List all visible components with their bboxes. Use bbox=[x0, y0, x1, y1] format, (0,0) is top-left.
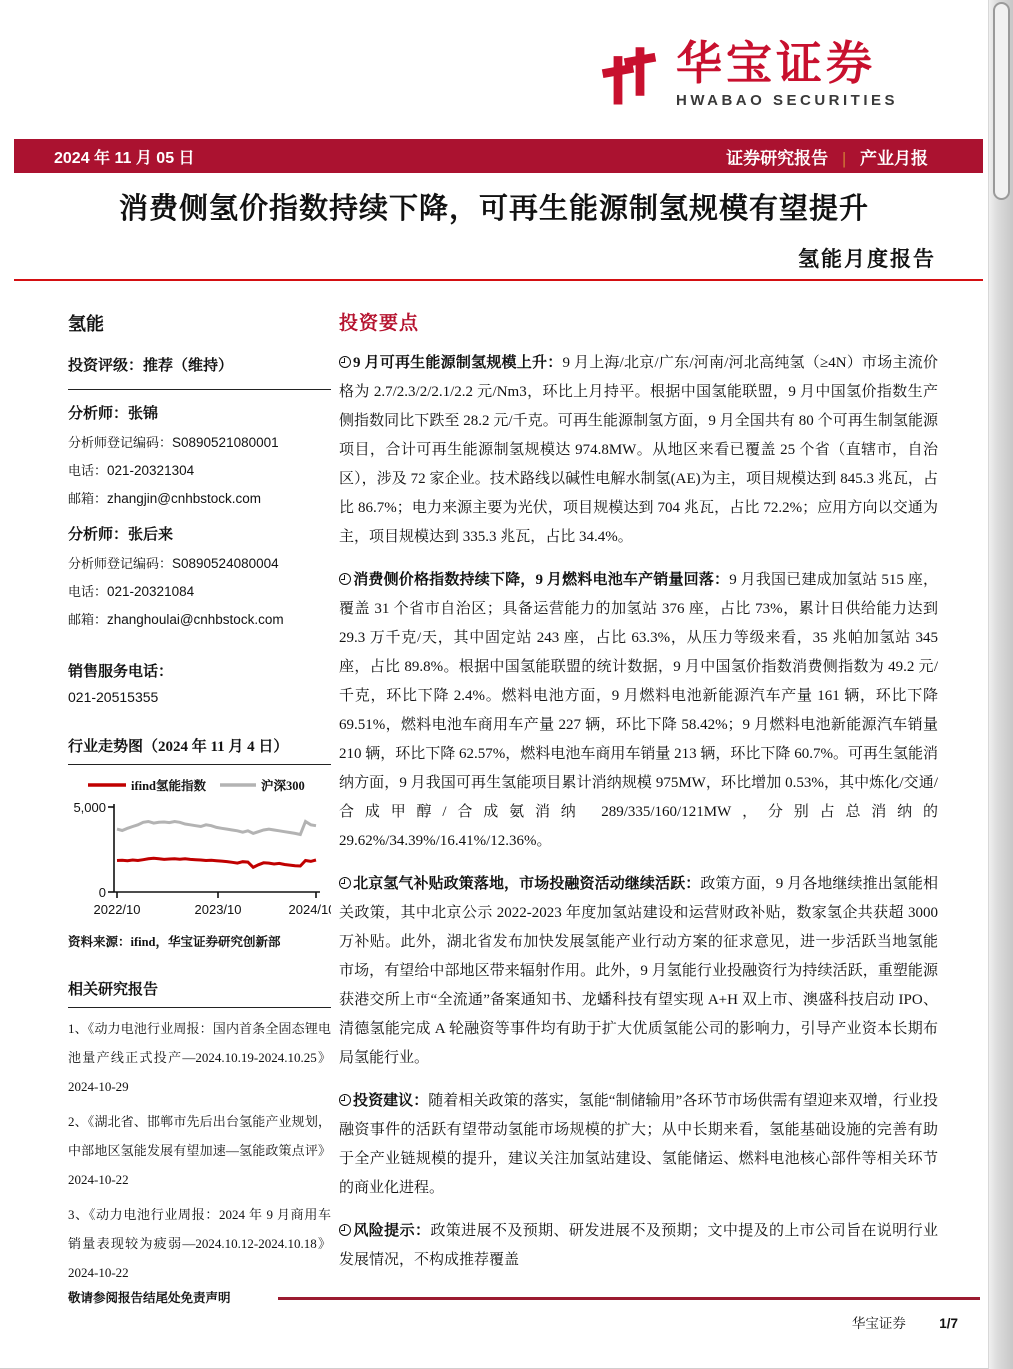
scrollbar-track[interactable] bbox=[989, 0, 1013, 1369]
related-report-item: 3、《动力电池行业周报：2024 年 9 月商用车销量表现较为疲弱—2024.10.12-2024.10.18》2024-10-22 bbox=[68, 1207, 331, 1280]
footer-brand-row bbox=[852, 1312, 958, 1332]
sales-phone-label: 销售服务电话： bbox=[68, 664, 174, 680]
clock-icon bbox=[339, 877, 351, 889]
series-ifind氢能指数 bbox=[117, 858, 316, 867]
industry-trend-chart bbox=[68, 771, 331, 923]
paragraph-consumer-price-index: 消费侧价格指数持续下降，9 月燃料电池车产销量回落：9 月我国已建成加氢站 515 座，覆盖 31 个省市自治区；具备运营能力的加氢站 376 座，占比 73%，累计日供给能力达到 29.3 万千克/天，其中固定站 243 座，占比 63.3%，从压力等级来看，35 兆帕加氢站 345 座，占比 89.8%。根据中国氢能联盟的统计数据，9 月中国氢价指数消费侧指数为 49.2 元/千克，环比下降 2.4%。燃料电池方面，9 月燃料电池新能源汽车产量 161 辆，环比下降 69.51%，燃料电池车商用车产量 227 辆，环比下降 58.42%；9 月燃料电池新能源汽车销量 210 辆，环比下降 62.57%，燃料电池车商用车销量 213 辆，环比下降 60.7%。可再生氢能消纳方面，9 月我国可再生氢能项目累计消纳规模 975MW，环比增加 0.53%，其中炼化/交通/合成甲醇/合成氨消纳 289/335/160/121MW，分别占总消纳的 29.62%/34.39%/16.41%/12.36%。 bbox=[339, 572, 938, 849]
category-left: 证券研究报告 bbox=[726, 148, 829, 168]
page-title: 消费侧氢价指数持续下降，可再生能源制氢规模有望提升 bbox=[118, 193, 869, 225]
company-logo bbox=[596, 40, 898, 114]
related-reports-title: 相关研究报告 bbox=[68, 978, 331, 1008]
clock-icon bbox=[339, 1224, 351, 1236]
footer-page-number: 1/7 bbox=[939, 1316, 958, 1331]
footer-divider bbox=[278, 1297, 980, 1300]
main-content bbox=[339, 302, 938, 1289]
paragraph-renewable-hydrogen: 9 月可再生能源制氢规模上升：9 月上海/北京/广东/河南/河北高纯氢（≥4N）市场主流价格为 2.7/2.3/2/2.1/2.2 元/Nm3，环比上月持平。根据中国氢能联盟，9 月中国氢价指数生产侧指数同比下跌至 28.2 元/千克。可再生能源制氢方面，9 月全国共有 80 个可再生制氢能源项目，合计可再生能源制氢规模达 974.8MW。从地区来看已覆盖 25 个省（直辖市，自治区），涉及 72 家企业。技术路线以碱性电解水制氢(AE)为主，项目规模达到 845.3 兆瓦，占比 86.7%；电力来源主要为光伏，项目规模达到 704 兆瓦，占比 72.2%；应用方向以交通为主，项目规模达到 335.3 兆瓦，占比 34.4%。 bbox=[339, 355, 938, 545]
analyst-phone: 电话：021-20321304 bbox=[68, 463, 195, 478]
analyst-block bbox=[68, 402, 331, 513]
report-category bbox=[726, 144, 928, 169]
report-banner bbox=[14, 139, 983, 173]
xtick-2024-10: 2024/10 bbox=[288, 902, 331, 917]
footer-brand: 华宝证券 bbox=[851, 1316, 906, 1331]
ytick-0: 0 bbox=[98, 885, 106, 900]
logo-cn-text: 华宝证券 bbox=[675, 38, 876, 89]
clock-icon bbox=[339, 356, 351, 368]
chart-title: 行业走势图（2024 年 11 月 4 日） bbox=[68, 735, 331, 765]
scrollbar-thumb[interactable] bbox=[993, 2, 1010, 200]
sidebar-divider bbox=[68, 389, 331, 390]
page-subtitle: 氢能月度报告 bbox=[798, 247, 936, 271]
report-date: 2024 年 11 月 05 日 bbox=[54, 149, 195, 167]
legend-hs300: 沪深300 bbox=[261, 779, 305, 793]
related-report-item: 1、《动力电池行业周报：国内首条全固态锂电池量产线正式投产—2024.10.19-2024.10.25》2024-10-29 bbox=[68, 1021, 331, 1094]
category-separator: | bbox=[842, 148, 846, 168]
paragraph-beijing-subsidy: 北京氢气补贴政策落地，市场投融资活动继续活跃：政策方面，9 月各地继续推出氢能相关政策，其中北京公示 2022-2023 年度加氢站建设和运营财政补贴，数家氢企共获超 3000 万补贴。此外，湖北省发布加快发展氢能产业行动方案的征求意见，进一步活跃当地氢能市场，有望给中部地区带来辐射作用。此外，9 月氢能行业投融资行为持续活跃，重塑能源获港交所上市“全流通”备案通知书、龙蟠科技有望实现 A+H 双上市、澳盛科技启动 IPO、清德氢能完成 A 轮融资等事件均有助于扩大优质氢能公司的影响力，引导产业资本长期布局氢能行业。 bbox=[339, 876, 938, 1066]
ytick-5000: 5,000 bbox=[73, 800, 106, 815]
analyst-block bbox=[68, 523, 331, 634]
series-沪深300 bbox=[117, 822, 316, 835]
analyst-name: 分析师：张后来 bbox=[68, 527, 174, 543]
title-divider bbox=[14, 279, 983, 281]
industry-label: 氢能 bbox=[68, 314, 104, 334]
analyst-email: 邮箱：zhanghoulai@cnhbstock.com bbox=[68, 612, 284, 627]
clock-icon bbox=[339, 573, 351, 585]
clock-icon bbox=[339, 1094, 351, 1106]
sales-phone-block bbox=[68, 660, 331, 705]
rating-label: 投资评级：推荐（维持） bbox=[68, 358, 234, 374]
footer-disclaimer: 敬请参阅报告结尾处免责声明 bbox=[68, 1291, 231, 1305]
logo-en-text: HWABAO SECURITIES bbox=[675, 92, 898, 110]
related-report-item: 2、《湖北省、邯郸市先后出台氢能产业规划，中部地区氢能发展有望加速—氢能政策点评》2024-10-22 bbox=[68, 1114, 331, 1187]
content-area bbox=[0, 302, 988, 1289]
sidebar bbox=[68, 302, 331, 1289]
analyst-code: 分析师登记编码：S0890524080004 bbox=[68, 556, 279, 571]
analyst-code: 分析师登记编码：S0890521080001 bbox=[68, 435, 279, 450]
paragraph-investment-advice: 投资建议：随着相关政策的落实，氢能“制储输用”各环节市场供需有望迎来双增，行业投融资事件的活跃有望带动氢能市场规模的扩大；从中长期来看，氢能基础设施的完善有助于全产业链规模的提升，建议关注加氢站建设、氢能储运、燃料电池核心部件等相关环节的商业化进程。 bbox=[339, 1093, 938, 1196]
key-points-heading: 投资要点 bbox=[339, 313, 420, 334]
xtick-2023-10: 2023/10 bbox=[194, 902, 242, 917]
analyst-name: 分析师：张锦 bbox=[68, 406, 159, 422]
xtick-2022-10: 2022/10 bbox=[93, 902, 141, 917]
hwabao-logo-icon bbox=[596, 40, 662, 114]
paragraph-risk-warning: 风险提示：政策进展不及预期、研发进展不及预期；文中提及的上市公司旨在说明行业发展情况，不构成推荐覆盖 bbox=[339, 1223, 938, 1268]
sales-phone-value: 021-20515355 bbox=[68, 689, 159, 705]
category-right: 产业月报 bbox=[860, 148, 928, 168]
analyst-phone: 电话：021-20321084 bbox=[68, 584, 195, 599]
analyst-email: 邮箱：zhangjin@cnhbstock.com bbox=[68, 491, 262, 506]
chart-source: 资料来源：ifind，华宝证券研究创新部 bbox=[68, 935, 281, 949]
legend-hydrogen-index: ifind氢能指数 bbox=[131, 779, 207, 793]
